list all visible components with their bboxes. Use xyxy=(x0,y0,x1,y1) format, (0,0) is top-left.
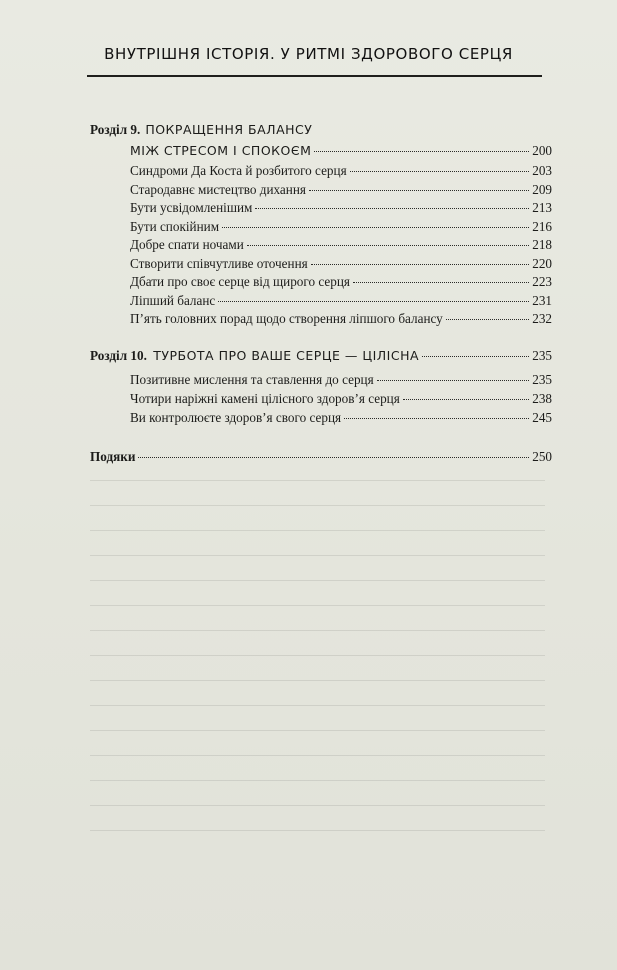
chapter-9-heading xyxy=(90,122,552,138)
toc-entry xyxy=(130,182,552,198)
toc-entry xyxy=(130,256,552,272)
toc-entry xyxy=(130,410,552,426)
toc-entry xyxy=(130,372,552,388)
toc-entry xyxy=(130,219,552,235)
chapter-9-title-row xyxy=(130,143,552,159)
toc-entry-title: Дбати про своє серце від щирого серця xyxy=(130,274,350,289)
toc-entry-title: Синдроми Да Коста й розбитого серця xyxy=(130,163,347,178)
leader-dots xyxy=(247,245,529,246)
toc-entry xyxy=(130,237,552,253)
leader-dots xyxy=(446,319,529,320)
toc-entry-title: П’ять головних порад щодо створення ліпшого балансу xyxy=(130,311,443,326)
header-rule xyxy=(87,75,542,77)
toc-entry-title: Добре спати ночами xyxy=(130,237,244,252)
toc-entry-page: 223 xyxy=(532,274,552,289)
acknowledgements-title: Подяки xyxy=(90,449,136,464)
toc-entry-title: Ліпший баланс xyxy=(130,292,216,308)
toc-entry-title: Бути усвідомленішим xyxy=(130,200,253,215)
bleed-through-texture xyxy=(90,480,545,900)
chapter-10-label: Розділ 10. xyxy=(90,348,147,363)
chapter-10-heading xyxy=(90,348,552,364)
chapter-9-title-line2: МІЖ СТРЕСОМ І СПОКОЄМ xyxy=(130,143,312,158)
chapter-9-page: 200 xyxy=(532,143,552,158)
chapter-10-title: ТУРБОТА ПРО ВАШЕ СЕРЦЕ — ЦІЛІСНА xyxy=(153,348,420,363)
toc-entry-page: 209 xyxy=(532,181,552,197)
leader-dots xyxy=(309,190,529,191)
toc-entry-page: 231 xyxy=(532,292,552,308)
toc-entry-page: 213 xyxy=(532,200,552,215)
toc-entry-title: Чотири наріжні камені цілісного здоров’я серця xyxy=(130,391,400,406)
leader-dots xyxy=(311,264,530,265)
toc-entry-page: 238 xyxy=(532,391,552,406)
toc-entry xyxy=(130,293,552,309)
leader-dots xyxy=(344,418,529,419)
chapter-9-title-line1: ПОКРАЩЕННЯ БАЛАНСУ xyxy=(145,122,313,137)
acknowledgements-page: 250 xyxy=(532,449,552,464)
toc-entry xyxy=(130,391,552,407)
toc-entry-page: 235 xyxy=(532,372,552,387)
leader-dots xyxy=(422,356,529,357)
acknowledgements-entry xyxy=(90,449,552,465)
leader-dots xyxy=(222,227,529,228)
toc-entry-page: 232 xyxy=(532,311,552,326)
leader-dots xyxy=(350,171,530,172)
chapter-10-page: 235 xyxy=(532,348,552,363)
toc-entry-title: Бути спокійним xyxy=(130,218,220,234)
leader-dots xyxy=(138,457,529,458)
leader-dots xyxy=(353,282,529,283)
leader-dots xyxy=(377,380,530,381)
toc-entry-page: 203 xyxy=(532,163,552,178)
toc-entry-title: Ви контролюєте здоров’я свого серця xyxy=(130,410,342,425)
running-header: ВНУТРІШНЯ ІСТОРІЯ. У РИТМІ ЗДОРОВОГО СЕРЦЯ xyxy=(104,45,513,63)
toc-entry-page: 245 xyxy=(532,410,552,425)
toc-entry-title: Стародавнє мистецтво дихання xyxy=(130,181,306,197)
toc-entry-page: 216 xyxy=(532,218,552,234)
toc-entry xyxy=(130,274,552,290)
toc-entry xyxy=(130,200,552,216)
toc-entry xyxy=(130,163,552,179)
toc-entry-page: 220 xyxy=(532,255,552,271)
leader-dots xyxy=(314,151,529,152)
leader-dots xyxy=(255,208,529,209)
toc-entry xyxy=(130,311,552,327)
chapter-9-label: Розділ 9. xyxy=(90,122,141,137)
toc-entry-title: Позитивне мислення та ставлення до серця xyxy=(130,372,374,387)
leader-dots xyxy=(218,301,529,302)
toc-entry-title: Створити співчутливе оточення xyxy=(130,255,308,271)
toc-entry-page: 218 xyxy=(532,237,552,252)
leader-dots xyxy=(403,399,529,400)
